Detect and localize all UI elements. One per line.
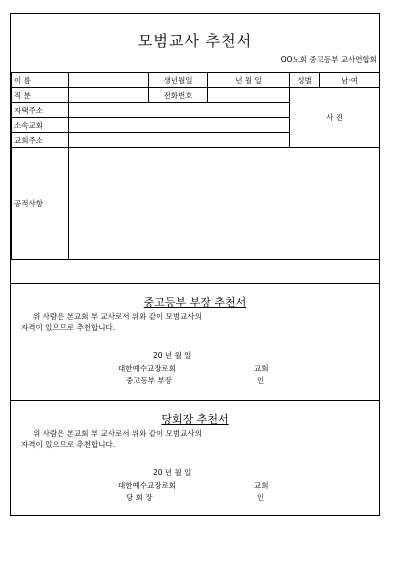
photo-box: 사 진: [290, 88, 380, 148]
section2-line1: 위 사람은 본교회 부 교사로서 위와 같이 모범교사의: [33, 429, 202, 438]
merit-field[interactable]: [69, 148, 380, 260]
section1-body: [21, 311, 202, 333]
home-address-label: 자택주소: [12, 103, 69, 118]
info-table: [11, 72, 380, 260]
phone-label: 전화번호: [149, 88, 208, 103]
section2-body: [21, 428, 202, 450]
church-address-field[interactable]: [69, 133, 290, 148]
birth-label: 생년월일: [149, 73, 208, 88]
issuer: OO노회 중고등부 교사연합회: [280, 55, 377, 64]
section2-org: 대한예수교장로회: [118, 481, 176, 490]
section1-seal[interactable]: 인: [257, 376, 265, 385]
position-field[interactable]: [69, 88, 149, 103]
section1-line2: 자격이 있으므로 추천합니다.: [21, 323, 116, 332]
section1-org: 대한예수교장로회: [118, 364, 176, 373]
home-address-field[interactable]: [69, 103, 290, 118]
name-field[interactable]: [69, 73, 149, 88]
merit-label: 공적사항: [12, 148, 69, 260]
name-label: 이 름: [12, 73, 69, 88]
section1-church: 교회: [254, 364, 269, 373]
birth-field[interactable]: 년 월 일: [208, 73, 290, 88]
section2-line2: 자격이 있으므로 추천합니다.: [21, 440, 116, 449]
section2-date: 20 년 월 일: [153, 468, 192, 477]
section2-role: 당 회 장: [126, 493, 153, 502]
section2-seal[interactable]: 인: [257, 493, 265, 502]
section2-church: 교회: [254, 481, 269, 490]
church-address-label: 교회주소: [12, 133, 69, 148]
gender-field[interactable]: 남·여: [320, 73, 380, 88]
gender-label: 성별: [290, 73, 320, 88]
position-label: 직 분: [12, 88, 69, 103]
phone-field[interactable]: [208, 88, 290, 103]
section2-title: 당회장 추천서: [161, 413, 229, 426]
church-label: 소속교회: [12, 118, 69, 133]
section1-line1: 위 사람은 본교회 부 교사로서 위와 같이 모범교사의: [33, 312, 202, 321]
section1-title: 중고등부 부장 추천서: [143, 296, 247, 309]
section-dept-head: [11, 283, 379, 402]
section-senior-pastor: [11, 400, 379, 517]
form-title: 모범교사 추천서: [137, 32, 253, 50]
recommendation-form: [10, 13, 380, 516]
church-field[interactable]: [69, 118, 290, 133]
section1-role: 중고등부 부장: [126, 376, 172, 385]
section1-date: 20 년 월 일: [153, 351, 192, 360]
